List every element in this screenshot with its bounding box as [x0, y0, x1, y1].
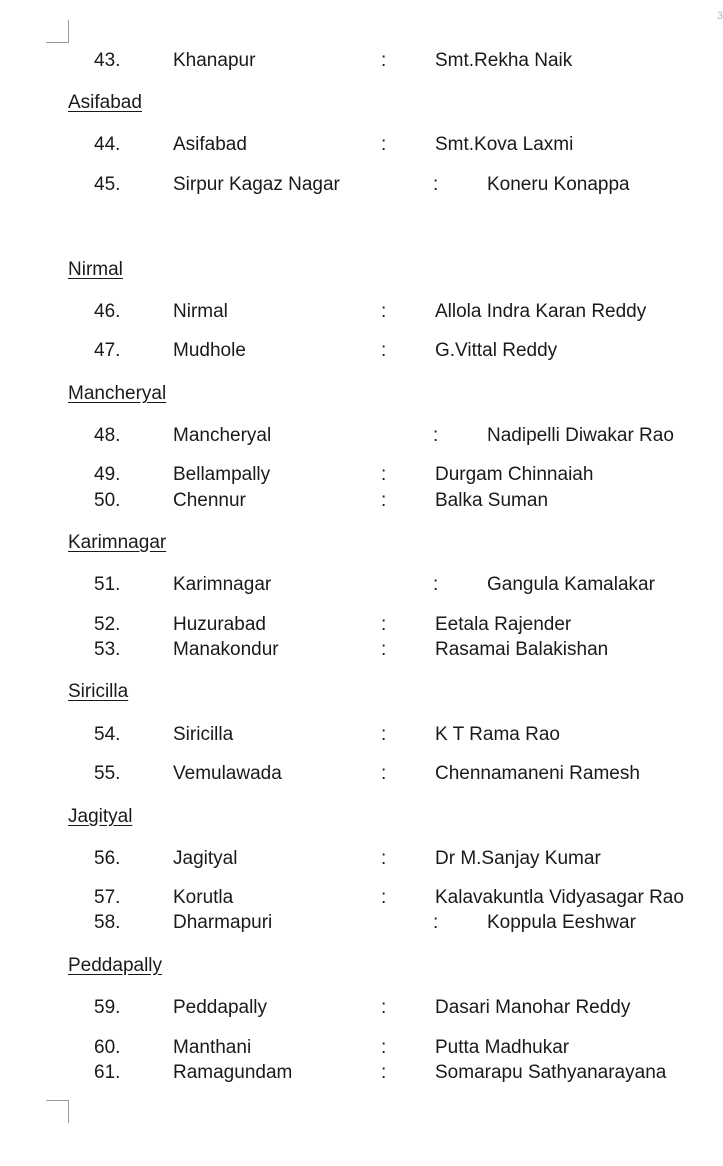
member-name: Eetala Rajender [435, 614, 572, 635]
entry-number: 44. [94, 134, 121, 155]
member-name: Dasari Manohar Reddy [435, 997, 631, 1018]
constituency-name: Asifabad [173, 134, 247, 155]
member-name: Somarapu Sathyanarayana [435, 1062, 667, 1083]
separator: : [433, 425, 439, 446]
entry-number: 47. [94, 340, 121, 361]
constituency-name: Bellampally [173, 464, 271, 485]
constituency-name: Chennur [173, 490, 246, 511]
crop-mark-top [46, 20, 69, 43]
district-heading: Karimnagar [68, 532, 167, 553]
entry-number: 57. [94, 887, 121, 908]
entry-number: 55. [94, 763, 121, 784]
entry-number: 61. [94, 1062, 121, 1083]
entry-number: 58. [94, 912, 121, 933]
district-heading: Asifabad [68, 92, 142, 113]
list-item [0, 424, 720, 448]
list-item [0, 886, 720, 910]
member-name: Smt.Kova Laxmi [435, 134, 574, 155]
constituency-name: Sirpur Kagaz Nagar [173, 174, 340, 195]
list-item [0, 847, 720, 871]
list-item [0, 133, 720, 157]
member-name: Koneru Konappa [487, 174, 630, 195]
member-name: Putta Madhukar [435, 1037, 570, 1058]
list-item [0, 1061, 720, 1085]
constituency-name: Dharmapuri [173, 912, 273, 933]
district-heading: Peddapally [68, 955, 163, 976]
entry-number: 52. [94, 614, 121, 635]
separator: : [381, 340, 387, 361]
entry-number: 54. [94, 724, 121, 745]
separator: : [381, 763, 387, 784]
constituency-name: Mancheryal [173, 425, 272, 446]
separator: : [381, 301, 387, 322]
district-heading: Siricilla [68, 681, 129, 702]
constituency-name: Khanapur [173, 50, 256, 71]
list-item [0, 300, 720, 324]
list-item [0, 613, 720, 637]
entry-number: 43. [94, 50, 121, 71]
constituency-name: Manthani [173, 1037, 252, 1058]
constituency-name: Siricilla [173, 724, 234, 745]
list-item [0, 49, 720, 73]
member-name: Koppula Eeshwar [487, 912, 636, 933]
constituency-name: Korutla [173, 887, 234, 908]
constituency-name: Ramagundam [173, 1062, 293, 1083]
separator: : [381, 887, 387, 908]
separator: : [381, 639, 387, 660]
member-name: G.Vittal Reddy [435, 340, 558, 361]
constituency-name: Mudhole [173, 340, 246, 361]
entry-number: 49. [94, 464, 121, 485]
constituency-name: Manakondur [173, 639, 279, 660]
district-heading: Mancheryal [68, 383, 167, 404]
district-heading: Jagityal [68, 806, 133, 827]
member-name: Rasamai Balakishan [435, 639, 609, 660]
separator: : [381, 1062, 387, 1083]
district-heading: Nirmal [68, 259, 123, 280]
separator: : [381, 464, 387, 485]
entry-number: 48. [94, 425, 121, 446]
separator: : [381, 724, 387, 745]
list-item [0, 996, 720, 1020]
list-item [0, 489, 720, 513]
list-item [0, 173, 720, 197]
member-name: Dr M.Sanjay Kumar [435, 848, 601, 869]
list-item [0, 1036, 720, 1060]
list-item [0, 638, 720, 662]
entry-number: 51. [94, 574, 121, 595]
member-name: Nadipelli Diwakar Rao [487, 425, 674, 446]
separator: : [433, 174, 439, 195]
separator: : [381, 997, 387, 1018]
list-item [0, 911, 720, 935]
entry-number: 59. [94, 997, 121, 1018]
list-item [0, 339, 720, 363]
list-item [0, 573, 720, 597]
member-name: Kalavakuntla Vidyasagar Rao [435, 887, 684, 908]
constituency-name: Karimnagar [173, 574, 272, 595]
constituency-name: Huzurabad [173, 614, 266, 635]
separator: : [381, 50, 387, 71]
entry-number: 50. [94, 490, 121, 511]
separator: : [381, 848, 387, 869]
member-name: Smt.Rekha Naik [435, 50, 573, 71]
crop-mark-bottom [46, 1100, 69, 1123]
list-item [0, 723, 720, 747]
entry-number: 53. [94, 639, 121, 660]
separator: : [433, 574, 439, 595]
separator: : [381, 614, 387, 635]
constituency-name: Peddapally [173, 997, 268, 1018]
separator: : [381, 134, 387, 155]
constituency-name: Nirmal [173, 301, 228, 322]
list-item [0, 463, 720, 487]
separator: : [381, 490, 387, 511]
member-name: Durgam Chinnaiah [435, 464, 594, 485]
member-name: Gangula Kamalakar [487, 574, 655, 595]
entry-number: 46. [94, 301, 121, 322]
member-name: K T Rama Rao [435, 724, 560, 745]
entry-number: 60. [94, 1037, 121, 1058]
member-name: Balka Suman [435, 490, 549, 511]
entry-number: 56. [94, 848, 121, 869]
page-number: 3 [716, 10, 723, 22]
separator: : [381, 1037, 387, 1058]
constituency-name: Vemulawada [173, 763, 282, 784]
member-name: Allola Indra Karan Reddy [435, 301, 647, 322]
constituency-name: Jagityal [173, 848, 238, 869]
list-item [0, 762, 720, 786]
member-name: Chennamaneni Ramesh [435, 763, 640, 784]
separator: : [433, 912, 439, 933]
entry-number: 45. [94, 174, 121, 195]
